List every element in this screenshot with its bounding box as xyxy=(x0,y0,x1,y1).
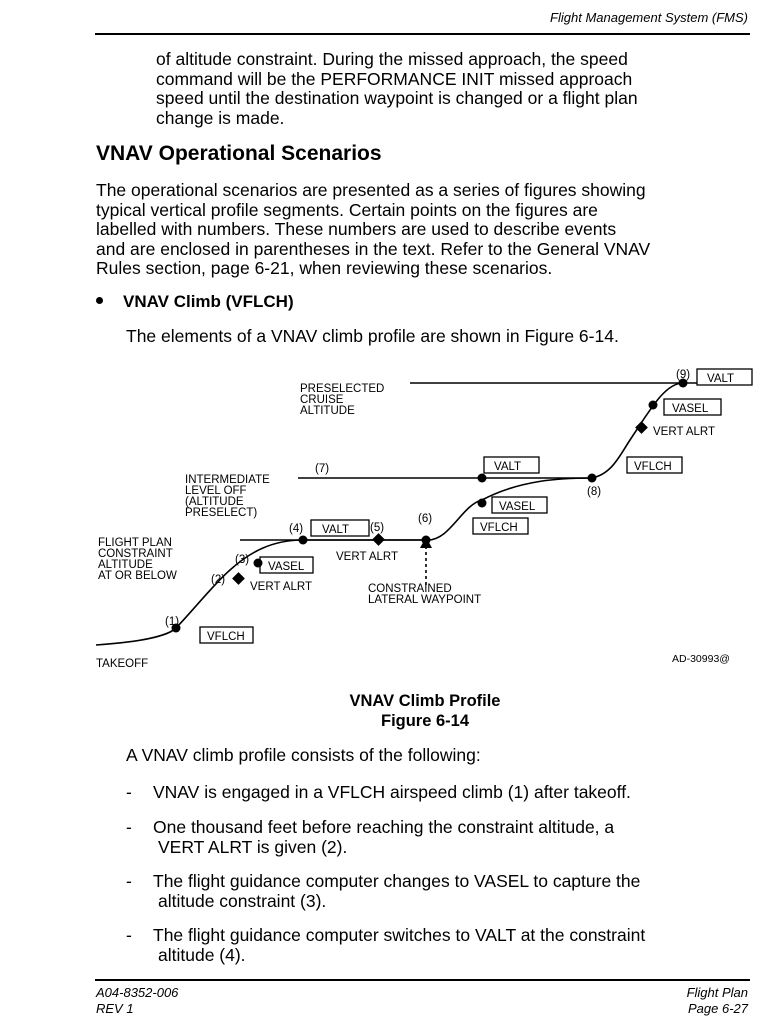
list-item xyxy=(126,926,748,965)
vasel-label-1: VASEL xyxy=(268,561,305,573)
page-number: Page 6-27 xyxy=(688,1001,748,1016)
point-4-dot-icon xyxy=(299,536,308,545)
point-7-dot-icon xyxy=(478,474,487,483)
num-label-9: (9) xyxy=(676,369,691,381)
point-5-diamond-icon xyxy=(372,533,385,546)
list-item xyxy=(126,872,748,911)
caption-figure: Figure 6-14 xyxy=(380,712,470,730)
point-2-diamond-icon xyxy=(232,572,245,585)
caption-title: VNAV Climb Profile xyxy=(349,692,501,710)
list-intro: A VNAV climb profile consists of the following: xyxy=(126,745,481,765)
footer-left xyxy=(96,985,178,1017)
intermediate-label: INTERMEDIATE xyxy=(185,474,270,486)
vflch-label-1: VFLCH xyxy=(207,631,245,643)
footer-right xyxy=(687,985,748,1017)
preselected-label: PRESELECTED xyxy=(300,383,385,395)
num-label-5: (5) xyxy=(370,522,385,534)
list-item-text: One thousand feet before reaching the constraint altitude, a xyxy=(153,817,615,837)
figure-caption xyxy=(0,691,768,731)
point-x-dot-icon xyxy=(478,499,487,508)
intro-line: speed until the destination waypoint is changed or a flight plan xyxy=(156,88,638,109)
vflch-label-3: VFLCH xyxy=(634,461,672,473)
vert-alrt-diamond-icon xyxy=(635,421,648,434)
num-label-8: (8) xyxy=(587,486,602,498)
section-line: typical vertical profile segments. Certain points on the figures are xyxy=(96,199,598,220)
point-8-dot-icon xyxy=(588,474,597,483)
intro-line: change is made. xyxy=(156,107,285,128)
valt-label-3: VALT xyxy=(707,373,735,385)
constrained-label: CONSTRAINED xyxy=(368,583,452,595)
intro-line: of altitude constraint. During the missed approach, the speed xyxy=(156,49,628,69)
doc-number: A04-8352-006 xyxy=(96,985,179,1000)
valt-label-2: VALT xyxy=(494,461,522,473)
intermediate-label: LEVEL OFF xyxy=(185,485,247,497)
flight-plan-label: CONSTRAINT xyxy=(98,548,173,560)
num-label-4: (4) xyxy=(289,523,304,535)
intermediate-label: PRESELECT) xyxy=(185,507,258,519)
section-line: and are enclosed in parentheses in the text. Refer to the General VNAV xyxy=(96,238,651,259)
list-item xyxy=(126,818,748,857)
valt-label-1: VALT xyxy=(322,524,350,536)
list-item-text: The flight guidance computer changes to VASEL to capture the xyxy=(153,871,641,891)
flight-plan-label: FLIGHT PLAN xyxy=(98,537,172,549)
list-item-text: altitude constraint (3). xyxy=(158,890,327,911)
flight-plan-label: AT OR BELOW xyxy=(98,570,177,582)
figure-intro: The elements of a VNAV climb profile are shown in Figure 6-14. xyxy=(126,326,619,346)
list-item-text: The flight guidance computer switches to VALT at the constraint xyxy=(153,925,646,945)
num-label-3: (3) xyxy=(235,554,250,566)
revision: REV 1 xyxy=(96,1001,134,1016)
vasel-label-3: VASEL xyxy=(672,403,709,415)
list-dash: - xyxy=(126,925,132,945)
vflch-label-2: VFLCH xyxy=(480,522,518,534)
ad-number: AD-30993@ xyxy=(672,653,730,665)
list-item xyxy=(126,783,748,803)
vert-alrt-label-2: VERT ALRT xyxy=(336,551,399,563)
point-3-dot-icon xyxy=(254,559,263,568)
chapter-name: Flight Plan xyxy=(686,985,748,1000)
constrained-label: LATERAL WAYPOINT xyxy=(368,594,482,606)
flight-plan-label: ALTITUDE xyxy=(98,559,153,571)
list-dash: - xyxy=(126,871,132,891)
preselected-label: CRUISE xyxy=(300,394,344,406)
section-line: The operational scenarios are presented as a series of figures showing xyxy=(96,180,646,200)
preselected-label: ALTITUDE xyxy=(300,405,355,417)
list-dash: - xyxy=(126,782,132,802)
vert-alrt-label-3: VERT ALRT xyxy=(653,426,716,438)
bullet-title: VNAV Climb (VFLCH) xyxy=(123,292,294,311)
list-item-text: VERT ALRT is given (2). xyxy=(158,836,348,857)
takeoff-label: TAKEOFF xyxy=(96,658,149,670)
section-heading: VNAV Operational Scenarios xyxy=(96,142,382,165)
list-dash: - xyxy=(126,817,132,837)
vasel-label-2: VASEL xyxy=(499,501,536,513)
list-item-text: altitude (4). xyxy=(158,944,246,965)
list-item-text: VNAV is engaged in a VFLCH airspeed climb (1) after takeoff. xyxy=(153,782,631,802)
footer-rule xyxy=(95,979,750,981)
num-label-6: (6) xyxy=(418,513,433,525)
num-label-7: (7) xyxy=(315,463,330,475)
vert-alrt-label-1: VERT ALRT xyxy=(250,581,313,593)
num-label-2: (2) xyxy=(211,574,226,586)
intro-line: command will be the PERFORMANCE INIT missed approach xyxy=(156,68,633,89)
intermediate-label: (ALTITUDE xyxy=(185,496,244,508)
section-line: Rules section, page 6-21, when reviewing these scenarios. xyxy=(96,258,553,279)
vasel-dot-icon xyxy=(649,401,658,410)
num-label-1: (1) xyxy=(165,616,180,628)
section-line: labelled with numbers. These numbers are used to describe events xyxy=(96,219,617,240)
running-header: Flight Management System (FMS) xyxy=(550,10,748,25)
